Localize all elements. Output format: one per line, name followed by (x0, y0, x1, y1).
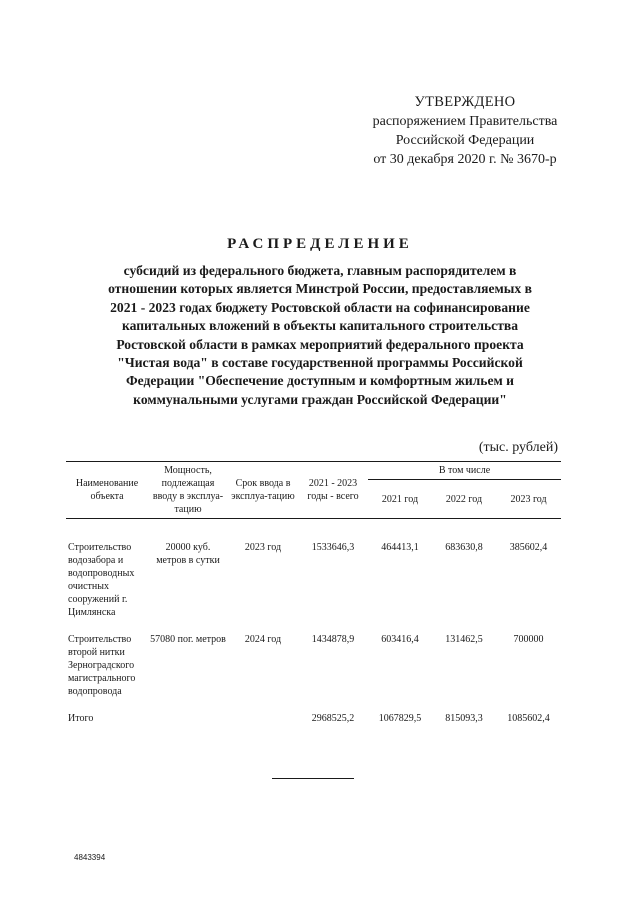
subtitle-line: Федерации "Обеспечение доступным и комфортным жильем и (126, 373, 514, 389)
total-year-2023: 1085602,4 (507, 713, 550, 724)
header-capacity: Мощность, подлежащая вводу в эксплуа-тацию (148, 462, 228, 519)
row-year-2022: 131462,5 (445, 634, 483, 645)
row-deadline: 2024 год (244, 634, 282, 645)
row-year-2022: 683630,8 (445, 542, 483, 553)
subtitle-line: 2021 - 2023 годах бюджету Ростовской области на софинансирование (110, 299, 530, 315)
row-capacity: 20000 куб. метров в сутки (156, 542, 220, 566)
approval-line-4: от 30 декабря 2020 г. № 3670-р (373, 152, 557, 167)
subsidy-table (66, 461, 561, 725)
header-year-2021: 2021 год (368, 480, 432, 519)
header-group: В том числе (368, 462, 561, 480)
subtitle-line: коммунальными услугами граждан Российской Федерации" (133, 391, 507, 407)
row-capacity: 57080 пог. метров (150, 634, 226, 645)
header-name: Наименование объекта (66, 462, 148, 519)
row-total: 1434878,9 (311, 634, 355, 645)
table-row (66, 633, 561, 698)
units-label: (тыс. рублей) (478, 440, 558, 455)
approval-line-3: Российской Федерации (395, 133, 535, 148)
subtitle-line: Ростовской области в рамках мероприятий федерального проекта (116, 336, 524, 352)
total-all-years: 2968525,2 (311, 713, 355, 724)
total-year-2021: 1067829,5 (378, 713, 422, 724)
total-year-2022: 815093,3 (445, 713, 483, 724)
total-label: Итого (68, 713, 94, 724)
table-row (66, 541, 561, 619)
row-year-2023: 385602,4 (509, 542, 548, 553)
document-title: РАСПРЕДЕЛЕНИЕ (227, 236, 413, 252)
row-year-2023: 700000 (513, 634, 544, 645)
subtitle-line: "Чистая вода" в составе государственной программы Российской (117, 355, 523, 371)
approval-block (340, 93, 590, 169)
document-subtitle (75, 262, 565, 409)
header-year-2023: 2023 год (496, 480, 561, 519)
header-total: 2021 - 2023 годы - всего (298, 462, 368, 519)
total-row (66, 712, 561, 725)
document-number: 4843394 (74, 853, 106, 862)
row-year-2021: 464413,1 (381, 542, 419, 553)
row-total: 1533646,3 (311, 542, 355, 553)
row-year-2021: 603416,4 (381, 634, 419, 645)
row-deadline: 2023 год (244, 542, 282, 553)
row-name: Строительство водозабора и водопроводных очистных сооружений г. Цимлянска (68, 542, 135, 618)
subtitle-line: субсидий из федерального бюджета, главным распорядителем в (123, 263, 517, 278)
approval-line-2: распоряжением Правительства (372, 114, 558, 129)
subtitle-line: капитальных вложений в объекты капитального строительства (121, 318, 519, 334)
header-year-2022: 2022 год (432, 480, 496, 519)
end-rule (272, 778, 354, 779)
row-name: Строительство второй нитки Зерноградского магистрального водопровода (68, 634, 136, 697)
subtitle-line: отношении которых является Минстрой России, предоставляемых в (108, 281, 532, 297)
header-deadline: Срок ввода в эксплуа-тацию (228, 462, 298, 519)
approval-stamp: УТВЕРЖДЕНО (414, 94, 516, 110)
